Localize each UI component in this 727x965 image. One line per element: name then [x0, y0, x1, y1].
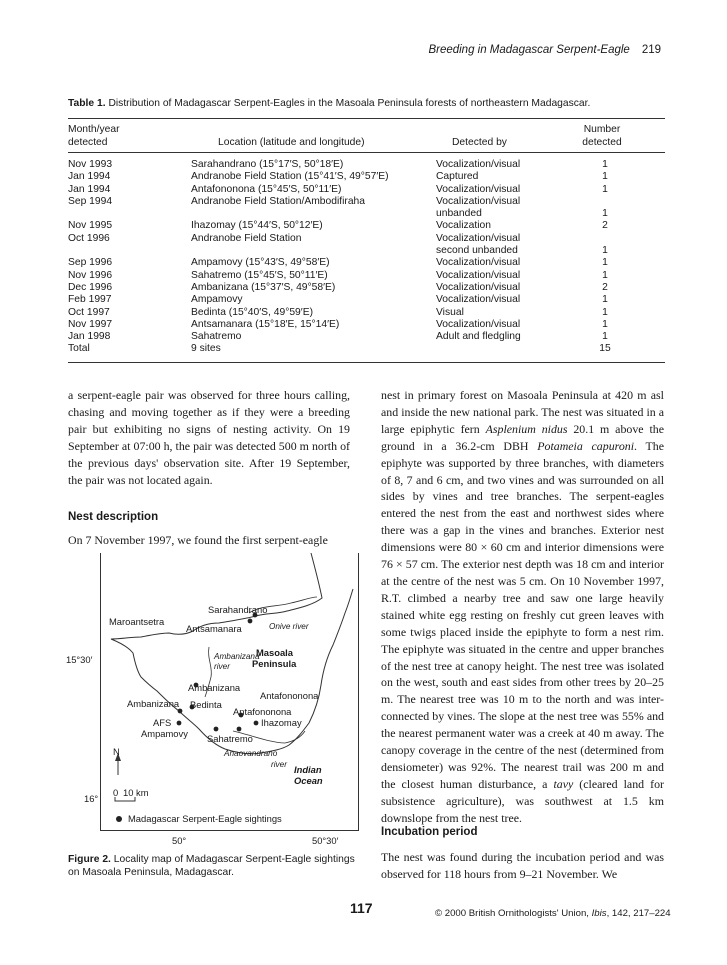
running-head [428, 44, 661, 56]
cell-month: Jan 1998 [68, 331, 111, 343]
cell-location [191, 245, 436, 257]
cell-detected-by: Vocalization [436, 220, 491, 232]
cell-month: Sep 1996 [68, 257, 113, 269]
cell-detected-by: Vocalization/visual [436, 232, 521, 244]
table-caption-text: Distribution of Madagascar Serpent-Eagles in the Masoala Peninsula forests of northeastern Madagascar. [108, 98, 591, 109]
label-ocean: Ocean [294, 775, 323, 786]
label-scale-zero: 0 [113, 787, 119, 798]
label-onive-river: Onive river [269, 622, 309, 631]
cell-month: Oct 1997 [68, 306, 110, 318]
cell-month: Feb 1997 [68, 294, 112, 306]
cell-location: Sarahandrano (15°17′S, 50°18′E) [191, 159, 344, 170]
journal-footer: © 2000 British Ornithologists' Union, Ibis, 142, 217–224 [435, 908, 671, 919]
cell-location: Ampamovy [191, 294, 243, 306]
species-name: Potameia capuroni [537, 438, 635, 453]
section-heading-nest-description: Nest description [68, 511, 159, 523]
table-row [68, 331, 665, 343]
cell-month: Jan 1994 [68, 183, 111, 195]
page-number: 117 [350, 900, 373, 916]
table-header-location: Location (latitude and longitude) [218, 137, 365, 148]
sighting-ampamovy [214, 727, 219, 732]
label-antafononona: Antafononona [233, 706, 292, 717]
cell-number: 1 [602, 159, 608, 170]
table-body [68, 159, 665, 356]
cell-number: 1 [602, 171, 608, 183]
species-name: Asplenium nidus [485, 421, 568, 436]
cell-number: 15 [599, 343, 611, 355]
cell-month [68, 208, 191, 220]
cell-number: 1 [602, 331, 608, 343]
cell-number: 2 [602, 281, 608, 293]
cell-location: Andranobe Field Station [191, 232, 302, 244]
cell-location: Bedinta (15°40′S, 49°59′E) [191, 306, 314, 318]
cell-number: 2 [602, 220, 608, 232]
cell-location: Andranobe Field Station (15°41′S, 49°57′E) [191, 171, 389, 183]
cell-number: 1 [602, 245, 608, 257]
table-rule-header [68, 152, 665, 153]
cell-month: Dec 1996 [68, 281, 113, 293]
table-row [68, 208, 665, 220]
cell-month: Jan 1994 [68, 171, 111, 183]
label-anaovandrano-river-line2: river [271, 760, 287, 769]
cell-month [68, 245, 191, 257]
sighting-ihazomay [254, 721, 259, 726]
cell-number: 1 [602, 306, 608, 318]
cell-detected-by: Vocalization/visual [436, 281, 521, 293]
latitude-label-1530: 15°30′ [66, 654, 93, 665]
label-scale-unit: km [136, 787, 149, 798]
cell-number: 1 [602, 294, 608, 306]
cell-location: Andranobe Field Station/Ambodifiraha [191, 195, 366, 207]
table-header-number: Number detected [582, 124, 622, 148]
table-row [68, 184, 665, 196]
table-row [68, 220, 665, 232]
table-row [68, 159, 665, 171]
label-masoala: Masoala [256, 647, 293, 658]
left-paragraph-1: a serpent-eagle pair was observed for three hours calling, chasing and moving together as if they were a breeding pair but exhibiting no signs of nesting activity. On 19 September at 07:00 h, the pair was detected 500 m north of the previous days' observation site. After 19 September, the pair was not located again. [68, 388, 350, 487]
cell-month: Sep 1994 [68, 195, 113, 207]
figure-caption-text: Locality map of Madagascar Serpent-Eagle sightings on Masoala Peninsula, Madagascar. [68, 854, 355, 878]
table-rule-bottom [68, 362, 665, 363]
table-row [68, 282, 665, 294]
cell-month: Nov 1997 [68, 318, 113, 330]
label-ambanizana-river-line2: river [214, 662, 230, 671]
left-paragraph-2: On 7 November 1997, we found the first serpent-eagle [68, 533, 328, 547]
label-antsamanara: Antsamanara [186, 623, 242, 634]
table-row [68, 343, 665, 355]
legend-marker [116, 816, 122, 822]
section-heading-incubation-period: Incubation period [381, 826, 478, 838]
cell-detected-by: Captured [436, 171, 479, 183]
cell-detected-by: Vocalization/visual [436, 195, 521, 207]
cell-number: 1 [602, 318, 608, 330]
label-peninsula: Peninsula [252, 658, 297, 669]
cell-location: Antsamanara (15°18′E, 15°14′E) [191, 318, 340, 330]
label-sahatremo: Sahatremo [207, 733, 253, 744]
table-row [68, 171, 665, 183]
cell-month: Oct 1996 [68, 232, 110, 244]
cell-location: Ambanizana (15°37′S, 49°58′E) [191, 281, 336, 293]
cell-detected-by [436, 343, 573, 355]
locality-map [100, 553, 359, 831]
cell-number: 1 [602, 269, 608, 281]
cell-number: 1 [602, 208, 608, 220]
journal-name: Ibis [591, 908, 607, 919]
table-row [68, 270, 665, 282]
running-head-title: Breeding in Madagascar Serpent-Eagle [428, 44, 630, 56]
cell-location: Antafononona (15°45′S, 50°11′E) [191, 183, 342, 195]
cell-month: Nov 1996 [68, 269, 113, 281]
cell-number [573, 233, 637, 245]
table-row [68, 257, 665, 269]
label-maroantsetra: Maroantsetra [109, 616, 165, 627]
cell-location [191, 208, 436, 220]
label-north: N [113, 746, 120, 757]
right-paragraph-2: The nest was found during the incubation period and was observed for 118 hours from 9–21 November. We [381, 850, 664, 881]
cell-detected-by: Visual [436, 306, 464, 318]
label-indian: Indian [294, 764, 322, 775]
running-head-page: 219 [641, 44, 661, 56]
label-ihazomay: Ihazomay [261, 717, 302, 728]
cell-detected-by: Vocalization/visual [436, 183, 521, 195]
table-header-detected-by: Detected by [452, 137, 507, 148]
cell-month: Nov 1995 [68, 220, 113, 232]
cell-number: 1 [602, 257, 608, 269]
cell-month: Nov 1993 [68, 159, 113, 170]
figure-label: Figure 2. [68, 854, 111, 865]
label-ampamovy: Ampamovy [141, 728, 188, 739]
cell-number: 1 [602, 183, 608, 195]
table-rule-top [68, 118, 665, 119]
right-paragraph-1: nest in primary forest on Masoala Peninsula at 420 m asl and inside the new national park. The nest was situated in a large epiphytic fern Asplenium nidus 20.1 m above the ground in a 36.2-cm DBH Potameia capuroni. The epiphyte was supported by three branches, with diameters of 8, 7 and 6 cm, and two vines and was surrounded on all sides by vines and tree branches. The serpent-eagles entered the nest from the east and northwest sides where there was a gap in the vines and branches. Exterior nest dimensions were 80 × 60 cm and interior dimensions were 76 × 57 cm. The exterior nest depth was 18 cm and interior at the centre of the nest was 5 cm. On 10 November 1997, R.T. climbed a nearby tree and saw one large heavily stained white egg resting on freshly cut green leaves with some twigs placed inside the epiphyte to form a nest rim. The epiphyte was situated in the centre and upper branches of the nest tree at canopy height. The nest tree was isolated on the west, south and east sides from other trees by 20–25 m. The nearest tree was 10 m to the north and was inter-connected by vines. The slope at the nest tree was 55% and the nearest permanent water was a creek at 40 m away. The canopy coverage in the centre of the nest (determined from densiometer) was 92%. The nearest trail was 200 m and the closest human disturbance, a tavy (cleared land for subsistence agriculture), was southwest at 1.5 km downslope from the nest tree. [381, 388, 664, 825]
longitude-label-5030: 50°30′ [312, 835, 339, 846]
label-afs: AFS [153, 717, 172, 728]
label-ambanizana-west: Ambanizana [127, 698, 180, 709]
sighting-afs [177, 721, 182, 726]
table-label: Table 1. [68, 98, 106, 109]
label-ambanizana: Ambanizana [188, 682, 241, 693]
figure-caption [68, 854, 358, 879]
cell-detected-by: Vocalization/visual [436, 318, 521, 330]
sighting-sahatremo [237, 727, 242, 732]
cell-detected-by: Vocalization/visual [436, 257, 521, 269]
legend-label: Madagascar Serpent-Eagle sightings [128, 813, 282, 824]
cell-detected-by: Vocalization/visual [436, 294, 521, 306]
cell-detected-by: Vocalization/visual [436, 269, 521, 281]
longitude-label-50: 50° [172, 835, 187, 846]
table-row [68, 196, 665, 208]
table-row [68, 294, 665, 306]
table-caption [68, 98, 590, 109]
cell-location: Ihazomay (15°44′S, 50°12′E) [191, 220, 323, 232]
term: tavy [553, 776, 574, 791]
label-bedinta: Bedinta [190, 699, 222, 710]
label-antafononona-north: Antafononona [260, 690, 319, 701]
table-row [68, 319, 665, 331]
table-row [68, 245, 665, 257]
sighting-antsamanara [248, 619, 253, 624]
cell-number [573, 196, 637, 208]
table-row [68, 307, 665, 319]
cell-location: 9 sites [191, 343, 221, 355]
sighting-ambanizana-west [178, 709, 183, 714]
label-anaovandrano-river: Anaovandrano [224, 749, 278, 758]
cell-location: Sahatremo [191, 331, 242, 343]
cell-detected-by: second unbanded [436, 245, 518, 257]
label-scale-ten: 10 [123, 787, 134, 798]
cell-detected-by: Vocalization/visual [436, 159, 521, 170]
cell-month: Total [68, 343, 90, 355]
latitude-label-16: 16° [84, 793, 99, 804]
table-row [68, 233, 665, 245]
cell-location: Ampamovy (15°43′S, 49°58′E) [191, 257, 330, 269]
label-ambanizana-river: Ambanizana [214, 652, 260, 661]
cell-detected-by: Adult and fledgling [436, 331, 521, 343]
cell-location: Sahatremo (15°45′S, 50°11′E) [191, 269, 328, 281]
cell-detected-by: unbanded [436, 208, 482, 220]
table-header-month: Month/year detected [68, 124, 120, 148]
label-sarahandrano: Sarahandrano [208, 604, 268, 615]
